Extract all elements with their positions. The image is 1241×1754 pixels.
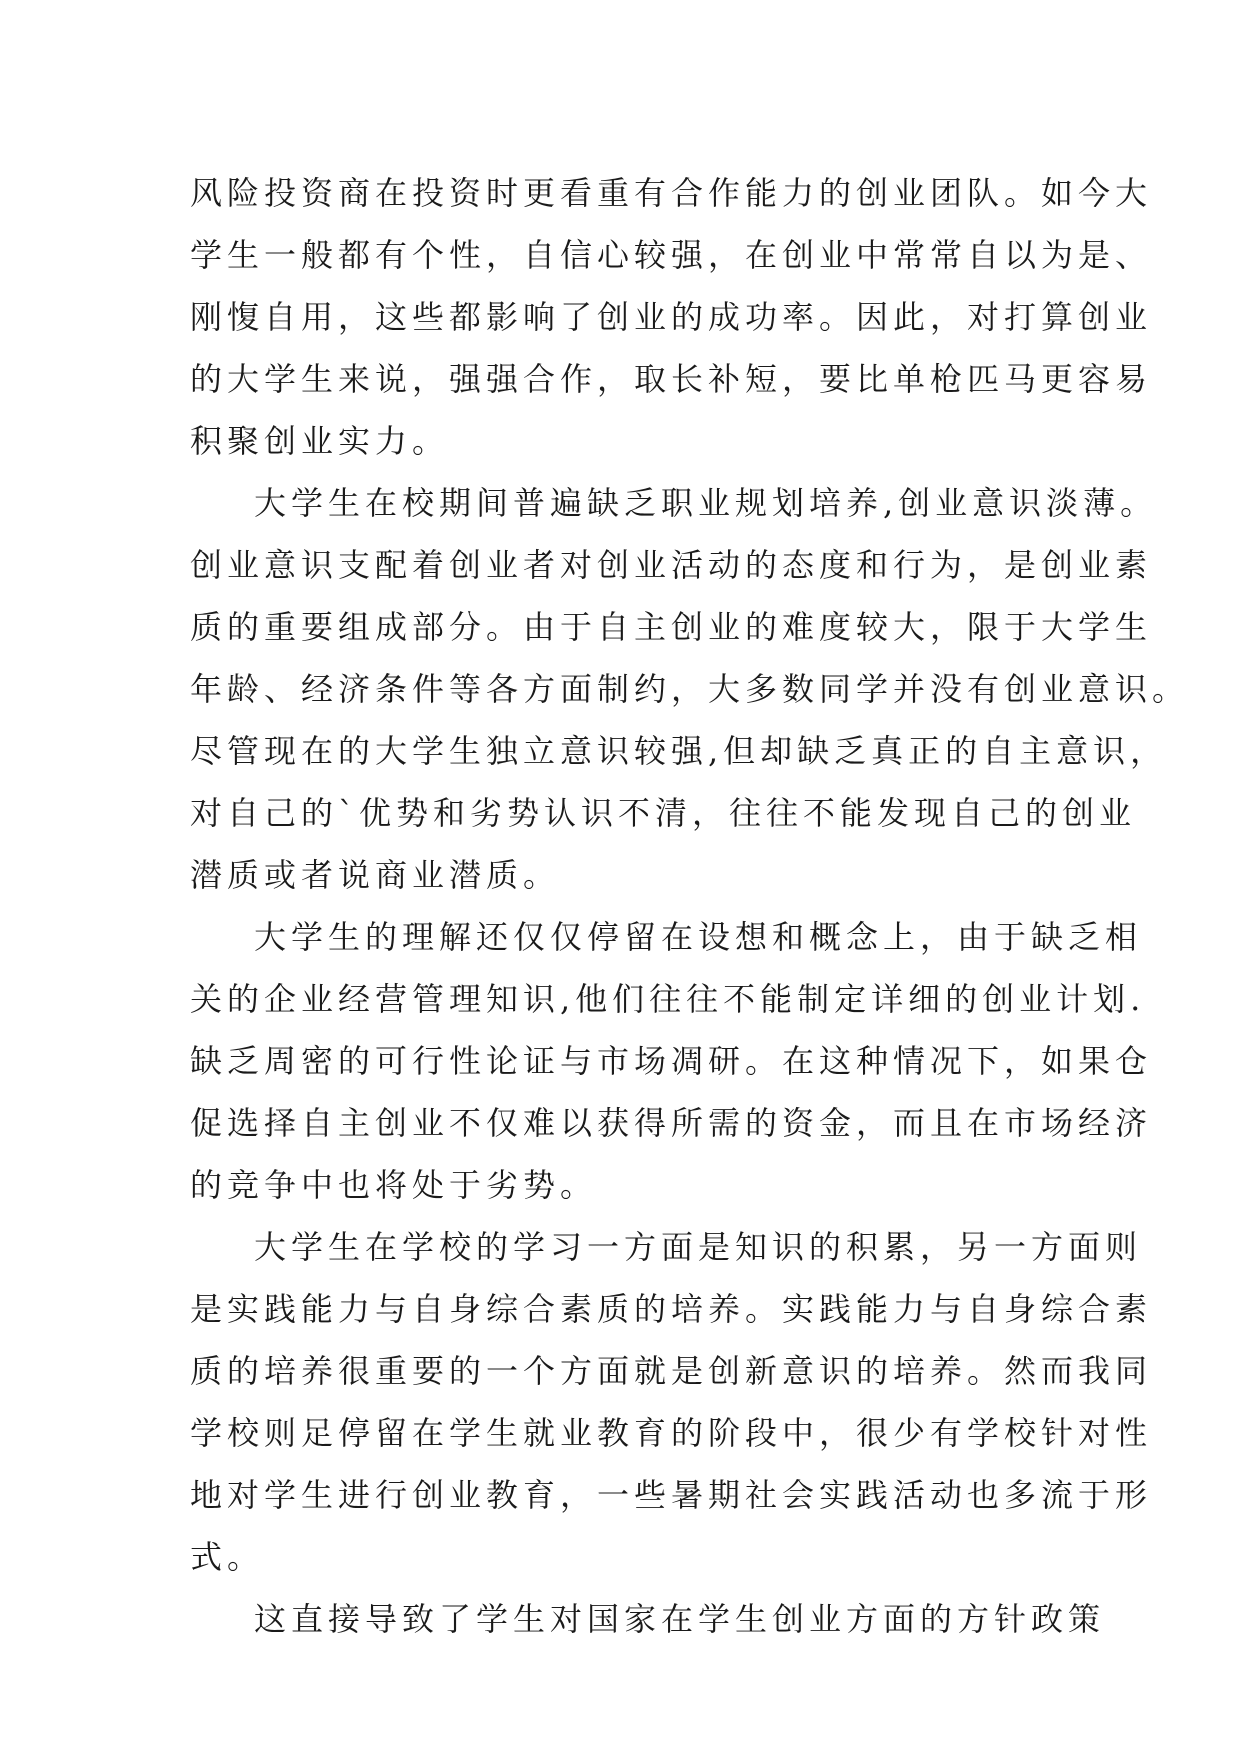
- text-line: 大学生在校期间普遍缺乏职业规划培养,创业意识淡薄。: [254, 484, 1158, 522]
- text-line: 学校则足停留在学生就业教育的阶段中，很少有学校针对性: [190, 1414, 1153, 1452]
- text-line: 创业意识支配着创业者对创业活动的态度和行为，是创业素: [190, 546, 1153, 584]
- text-line: 质的重要组成部分。由于自主创业的难度较大，限于大学生: [190, 608, 1153, 646]
- text-line: 地对学生进行创业教育，一些暑期社会实践活动也多流于形: [190, 1476, 1153, 1514]
- paragraph-2: [190, 472, 1190, 906]
- paragraph-1: [190, 162, 1153, 472]
- body-text: [190, 162, 1190, 1650]
- text-line: 尽管现在的大学生独立意识较强,但却缺乏真正的自主意识，: [190, 732, 1168, 770]
- paragraph-5: [190, 1588, 1106, 1650]
- text-line: 的竞争中也将处于劣势。: [190, 1166, 598, 1204]
- text-line: 缺乏周密的可行性论证与市场凋研。在这种情况下，如果仓: [190, 1042, 1153, 1080]
- paragraph-3: [190, 906, 1153, 1216]
- text-line: 积聚创业实力。: [190, 422, 450, 460]
- text-line: 这直接导致了学生对国家在学生创业方面的方针政策: [254, 1600, 1106, 1638]
- text-line: 式。: [190, 1538, 265, 1576]
- text-line: 学生一般都有个性，自信心较强，在创业中常常自以为是、: [190, 236, 1153, 274]
- text-line: 关的企业经营管理知识,他们往往不能制定详细的创业计划.: [190, 980, 1146, 1018]
- text-line: 是实践能力与自身综合素质的培养。实践能力与自身综合素: [190, 1290, 1153, 1328]
- text-line: 大学生在学校的学习一方面是知识的积累，另一方面则: [254, 1228, 1143, 1266]
- text-line: 质的培养很重要的一个方面就是创新意识的培养。然而我同: [190, 1352, 1153, 1390]
- text-line: 年龄、经济条件等各方面制约，大多数同学并没有创业意识。: [190, 670, 1190, 708]
- text-line: 对自己的`优势和劣势认识不清，往往不能发现自己的创业: [190, 794, 1137, 832]
- paragraph-4: [190, 1216, 1153, 1588]
- text-line: 促选择自主创业不仅难以获得所需的资金，而且在市场经济: [190, 1104, 1153, 1142]
- text-line: 风险投资商在投资时更看重有合作能力的创业团队。如今大: [190, 174, 1153, 212]
- text-line: 大学生的理解还仅仅停留在设想和概念上，由于缺乏相: [254, 918, 1143, 956]
- text-line: 的大学生来说，强强合作，取长补短，要比单枪匹马更容易: [190, 360, 1153, 398]
- text-line: 刚愎自用，这些都影响了创业的成功率。因此，对打算创业: [190, 298, 1153, 336]
- text-line: 潜质或者说商业潜质。: [190, 856, 561, 894]
